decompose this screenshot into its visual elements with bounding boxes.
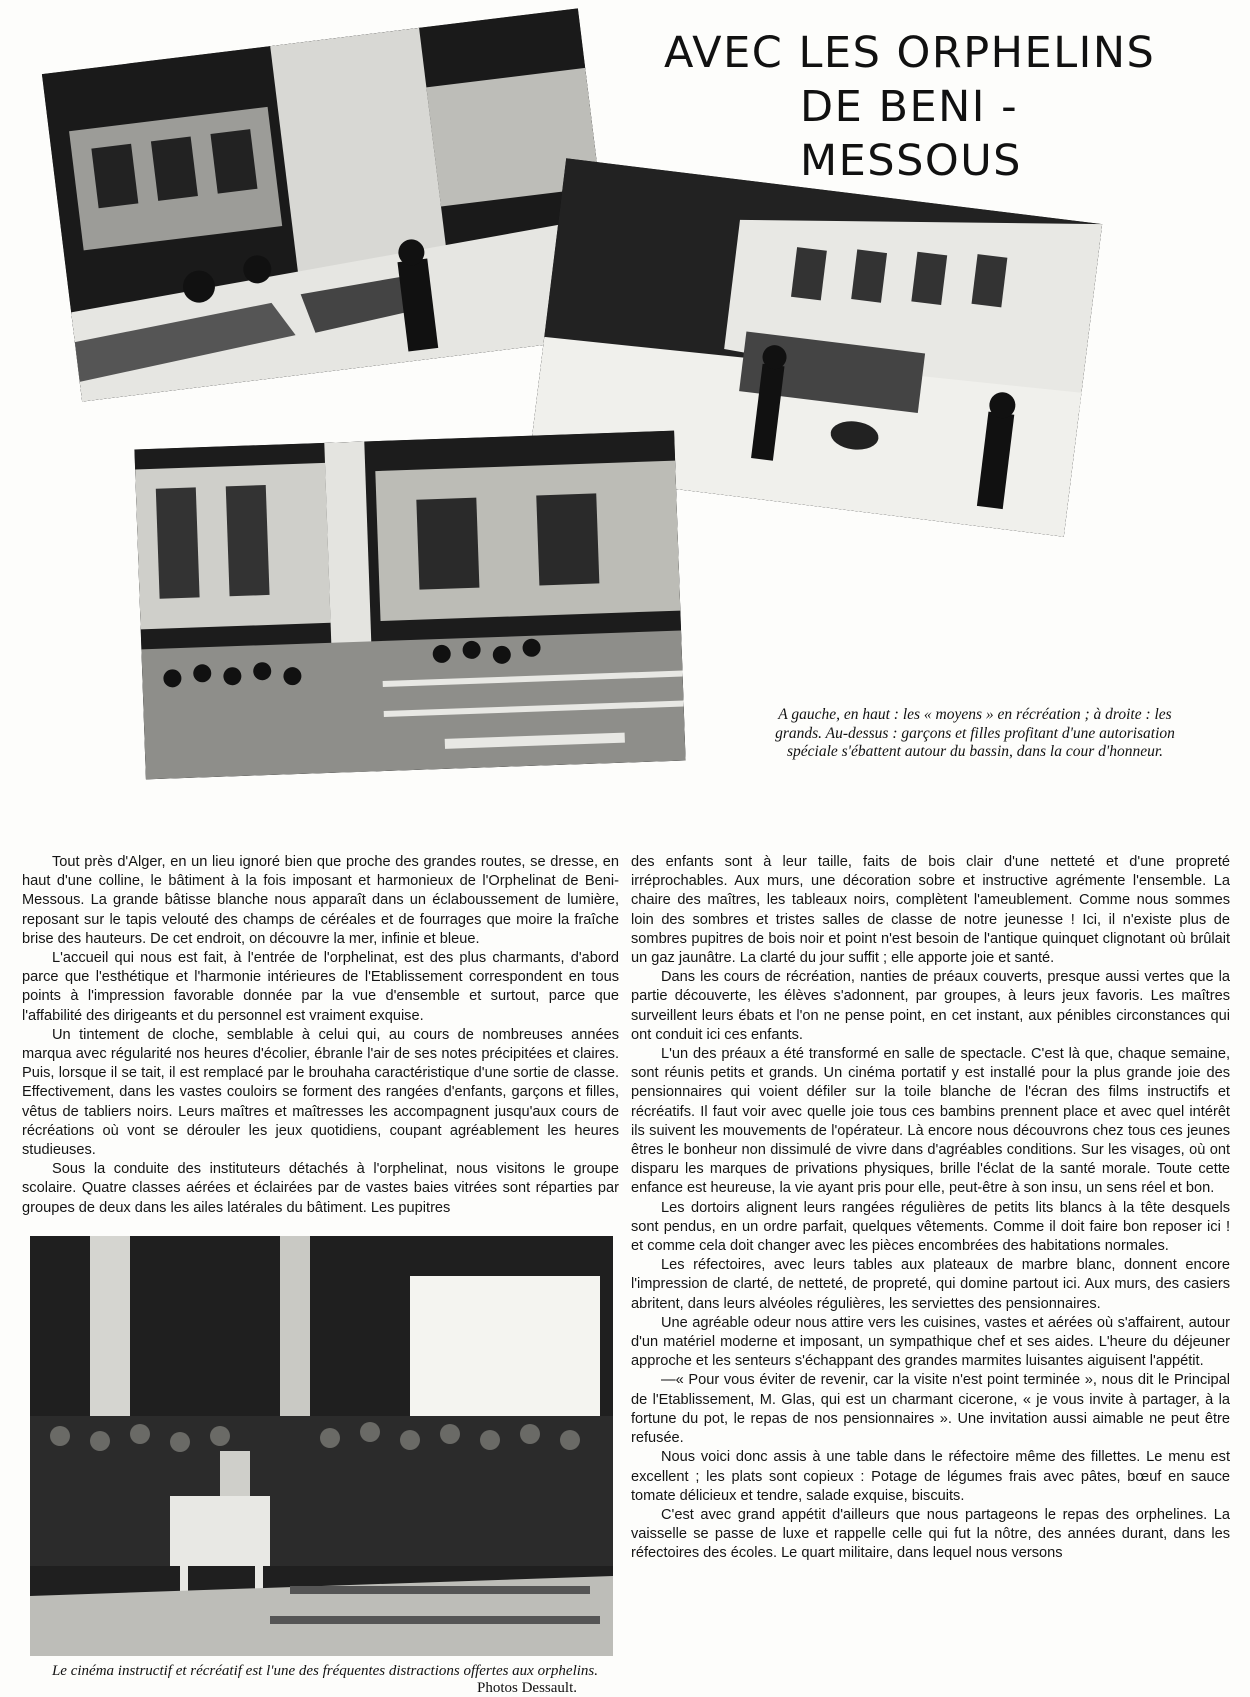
photo-credit: Photos Dessault. xyxy=(477,1680,578,1696)
article-paragraph: L'accueil qui nous est fait, à l'entrée de l'orphelinat, est des plus charmants, d'abord parce que l'esthétique et l'harmonie intérieures de l'Etablissement correspondent en tous points à l'impression favorable donnée par la vue d'ensemble et surtout, parce que l'affabilité des dirigeants et du personnel est vraiment exquise. xyxy=(22,950,619,1024)
article-paragraph: L'un des préaux a été transformé en salle de spectacle. C'est là que, chaque semaine, sont réunis petits et grands. Un cinéma portatif y est installé pour la plus grande joie des pensionnaires qui voient défiler sur la toile blanche de l'écran des films instructifs et récréatifs. Il faut voir avec quelle joie tous ces bambins prennent place et avec quel intérêt ils suivent les mouvements de l'opérateur. Là encore nous découvrons chez tous ces jeunes êtres le bonheur non dissimulé de vivre dans d'agréables conditions. Sur les visages, où ont disparu les marques de privations physiques, brille l'éclat de la santé morale. Toute cette enfance est heureuse, la vie ayant pris pour elle, peut-être à son insu, un sens réel et bon. xyxy=(631,1046,1230,1197)
article-paragraph: Dans les cours de récréation, nanties de préaux couverts, presque aussi vertes que la partie découverte, les élèves s'adonnent, par groupes, à leurs jeux favoris. Les maîtres surveillent leurs ébats et l'on ne pense point, en cet instant, aux pénibles circonstances qui ont conduit ici ces enfants. xyxy=(631,969,1230,1043)
article-paragraph: Sous la conduite des instituteurs détachés à l'orphelinat, nous visitons le groupe scolaire. Quatre classes aérées et éclairées par de vastes baies vitrées sont réparties par groupes de deux dans les ailes latérales du bâtiment. Les pupitres xyxy=(22,1161,619,1216)
article-paragraph: Les dortoirs alignent leurs rangées régulières de petits lits blancs à la tête desquels sont pendus, en un ordre parfait, quelques vêtements. Comme il doit faire bon reposer ici ! et comme cela doit changer avec les pièces encombrées des habitations normales. xyxy=(631,1199,1230,1255)
article-paragraph: Une agréable odeur nous attire vers les cuisines, vastes et aérées où s'affairent, autour d'un matériel moderne et imposant, un sympathique chef et ses aides. L'heure du déjeuner approche et les senteurs s'échappant des grandes marmites luisantes aiguisent l'appétit. xyxy=(631,1314,1230,1370)
article-paragraph: Un tintement de cloche, semblable à celui qui, au cours de nombreuses années marqua avec régularité nos heures d'écolier, ébranle l'air de ses notes précipitées et claires. Puis, lorsque il se tait, il est remplacé par le brouhaha caractéristique d'une sortie de classe. Effectivement, dans les vastes couloirs se forment des rangées d'enfants, garçons et filles, vêtus de tabliers noirs. Leurs maîtres et maîtresses les accompagnent jusqu'aux cours de récréations où vont se dérouler les jeux quotidiens, coupant agréablement les heures studieuses. xyxy=(22,1026,619,1159)
photo-caption-top: A gauche, en haut : les « moyens » en récréation ; à droite : les grands. Au-dessus : garçons et filles profitant d'une autorisation spéciale s'ébattent autour du bassin, dans la cour d'honneur. xyxy=(775,706,1175,760)
article-paragraph: Tout près d'Alger, en un lieu ignoré bien que proche des grandes routes, se dresse, en haut d'une colline, le bâtiment à la fois imposant et harmonieux de l'Orphelinat de Beni-Messous. La grande bâtisse blanche nous apparaît dans un éclaboussement de lumière, reposant sur le tapis velouté des champs de céréales et de fourrages que moire la fraîche brise des hauteurs. De cet endroit, on découvre la mer, infinie et bleue. xyxy=(22,854,619,947)
article-paragraph: C'est avec grand appétit d'ailleurs que nous partageons le repas des orphelines. La vaisselle se passe de luxe et rappelle celle qui fut la nôtre, des années durant, dans les réfectoires des écoles. Le quart militaire, dans lequel nous versons xyxy=(631,1506,1230,1562)
photo-cour-honneur-image xyxy=(134,431,685,780)
photo-cinema-image xyxy=(30,1236,613,1656)
photo-moyens-recreation-image xyxy=(42,8,618,401)
article-paragraph: Nous voici donc assis à une table dans le réfectoire même des fillettes. Le menu est excellent ; les plats sont copieux : Potage de légumes frais avec pâtes, bœuf en sauce tomate délicieux et tendre, salade exquise, biscuits. xyxy=(631,1449,1230,1504)
article-paragraph: —« Pour vous éviter de revenir, car la visite n'est point terminée », nous dit le Principal de l'Etablissement, M. Glas, qui est un charmant cicerone, « je vous invite à partager, à la fortune du pot, le repas de nos pensionnaires ». Une invitation aussi aimable ne peut être refusée. xyxy=(631,1372,1230,1447)
photo-moyens-recreation xyxy=(42,8,618,401)
article-paragraph: des enfants sont à leur taille, faits de bois clair d'une netteté et d'une propreté irréprochables. Aux murs, une décoration sobre et instructive agrémente l'ensemble. La chaire des maîtres, les tableaux noirs, complètent l'ameublement. Comme nous sommes loin des sombres et tristes salles de classe de notre jeunesse ! Ici, il n'existe plus de sombres pupitres de bois noir et point n'est besoin de l'antique quinquet clignotant où brûlait un gaz jaunâtre. La clarté du jour suffit ; elle apporte joie et santé. xyxy=(631,854,1230,967)
article-column-left xyxy=(22,853,619,1218)
photo-cinema xyxy=(30,1236,613,1656)
article-paragraph: Les réfectoires, avec leurs tables aux plateaux de marbre blanc, donnent encore l'impression de clarté, de netteté, de propreté, qui domine partout ici. Aux murs, des casiers abritent, dans leurs alvéoles régulières, les serviettes des pensionnaires. xyxy=(631,1257,1230,1312)
article-title xyxy=(660,26,1200,188)
article-title-line-1: AVEC LES ORPHELINS xyxy=(664,28,1156,78)
article-title-line-2: DE BENI - MESSOUS xyxy=(800,82,1022,186)
article-column-right xyxy=(631,853,1230,1564)
photo-cour-honneur xyxy=(134,431,685,780)
photo-caption-cinema: Le cinéma instructif et récréatif est l'une des fréquentes distractions offertes aux orphelins. xyxy=(51,1663,599,1679)
